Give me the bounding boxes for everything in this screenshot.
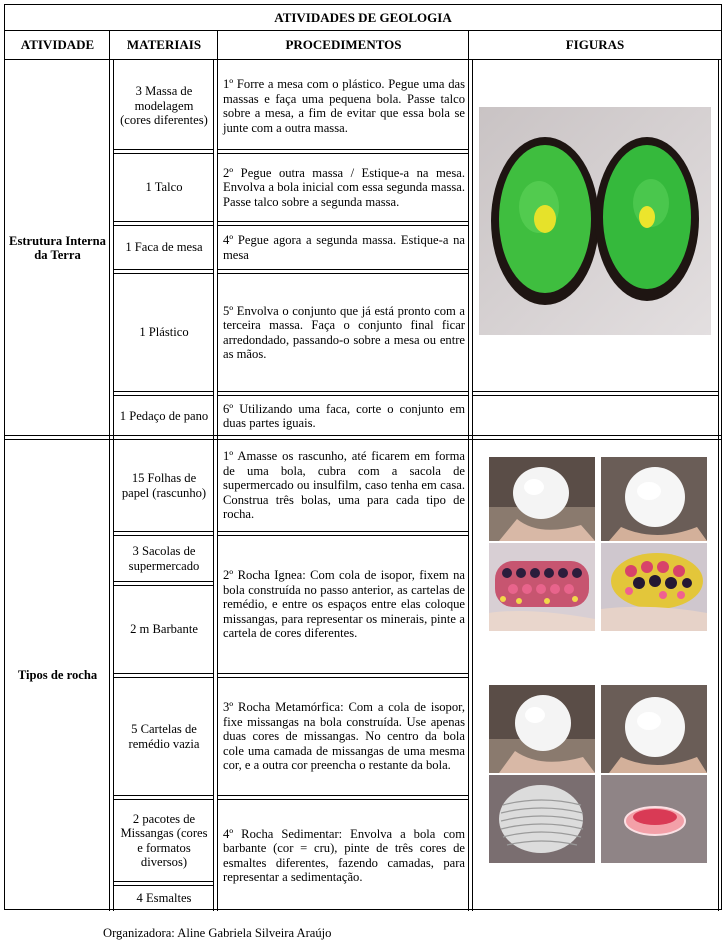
material-plastico: 1 Plástico	[139, 325, 189, 340]
procedure-rocha-sedimentar: 4º Rocha Sedimentar: Envolva a bola com barbante (cor = cru), pinte de três cores de esmaltes diferentes, fazendo camadas, para representar a sedimentação.	[223, 826, 465, 884]
procedure-step-1: 1º Forre a mesa com o plástico. Pegue uma das massas e faça uma pequena bola. Passe talco sobre a mesa, a fim de evitar que essa bola se junte com a outra massa.	[223, 77, 465, 135]
procedure-rocha-ignea: 2º Rocha Ignea: Com cola de isopor, fixem na bola construída no passo anterior, as cartelas de remédio, e entre os espaços entre elas coloque missangas, para representar os minerais, pinte a cartela de cores diferentes.	[223, 568, 465, 641]
procedure-rocha-step-1: 1º Amasse os rascunho, até ficarem em forma de uma bola, cubra com a sacola de supermercado ou insulfilm, caso tenha em casa. Construa três bolas, uma para cada tipo de rocha.	[223, 449, 465, 522]
material-cartelas: 5 Cartelas de remédio vazia	[128, 722, 200, 751]
procedure-rocha-metamorfica: 3º Rocha Metamórfica: Com a cola de isopor, fixe missangas na bola construída. Use apenas duas cores de missangas. No centro da bola cole uma camada de missangas de uma mesma cor, e a outra cor preencha o restante da bola.	[223, 700, 465, 773]
procedure-step-5: 5º Envolva o conjunto que já está pronto com a terceira massa. Faça o conjunto final ficar arredondado, passando-o sobre a mesa ou entre as mãos.	[223, 303, 465, 361]
material-talco: 1 Talco	[145, 180, 183, 195]
procedure-step-6: 6º Utilizando uma faca, corte o conjunto em duas partes iguais.	[223, 401, 465, 430]
header-materiais: MATERIAIS	[110, 30, 218, 60]
material-massa: 3 Massa de modelagem (cores diferentes)	[120, 84, 208, 128]
figure-paper-ball-1	[489, 457, 595, 541]
material-folhas: 15 Folhas de papel (rascunho)	[121, 471, 207, 500]
figure-rocha-sedimentar-1	[489, 775, 595, 863]
material-sacolas: 3 Sacolas de supermercado	[128, 544, 200, 573]
figure-paper-ball-4	[601, 685, 707, 773]
procedure-step-2: 2º Pegue outra massa / Estique-a na mesa. Envolva a bola inicial com essa segunda massa. Passe talco sobre a segunda massa.	[223, 165, 465, 209]
header-atividade: ATIVIDADE	[5, 30, 110, 60]
header-figuras: FIGURAS	[469, 30, 721, 60]
figure-rocha-sedimentar-2	[601, 775, 707, 863]
figure-paper-ball-2	[601, 457, 707, 541]
material-faca: 1 Faca de mesa	[125, 240, 203, 255]
activity-estrutura-interna: Estrutura Interna da Terra	[9, 233, 106, 262]
material-pano: 1 Pedaço de pano	[119, 408, 209, 423]
header-procedimentos: PROCEDIMENTOS	[218, 30, 469, 60]
activity-tipos-de-rocha: Tipos de rocha	[17, 667, 98, 682]
material-esmaltes: 4 Esmaltes	[136, 891, 192, 906]
footer-organizer: Organizadora: Aline Gabriela Silveira Araújo	[103, 926, 332, 940]
figure-paper-ball-3	[489, 685, 595, 773]
figure-earth-structure-halves	[479, 107, 711, 335]
figure-rocha-ignea-1	[489, 543, 595, 631]
figure-rocha-ignea-2	[601, 543, 707, 631]
geology-activities-table	[4, 4, 722, 910]
table-title: ATIVIDADES DE GEOLOGIA	[5, 5, 721, 31]
material-barbante: 2 m Barbante	[130, 622, 198, 637]
procedure-step-4: 4º Pegue agora a segunda massa. Estique-a na mesa	[223, 233, 465, 262]
material-missangas: 2 pacotes de Missangas (cores e formatos diversos)	[120, 811, 208, 869]
